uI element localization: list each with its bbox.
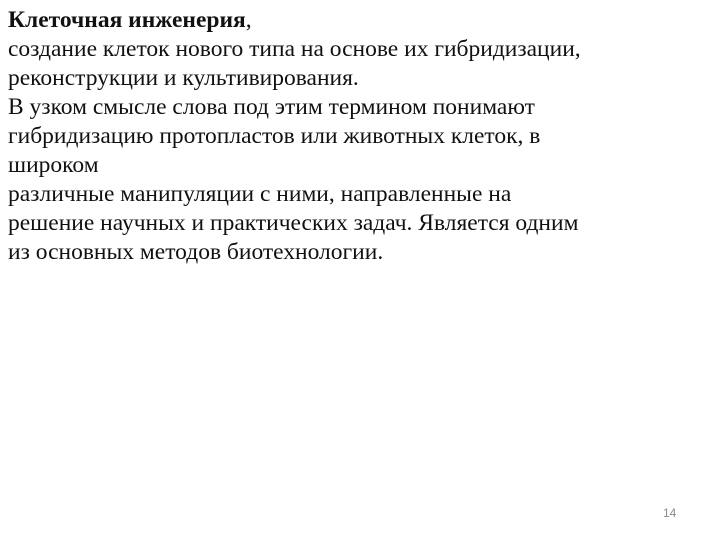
term-heading: Клеточная инженерия: [8, 7, 246, 33]
text-line: В узком смысле слова под этим термином понимают: [8, 94, 535, 120]
term-heading-comma: ,: [245, 7, 252, 33]
title-line: [8, 6, 714, 35]
page-number: 14: [663, 506, 677, 520]
text-line: создание клеток нового типа на основе их гибридизации,: [8, 36, 581, 62]
slide-text: [8, 6, 714, 267]
text-line: гибридизацию протопластов или животных клеток, в: [8, 123, 541, 149]
text-line: реконструкции и культивирования.: [8, 65, 359, 91]
text-line: широком: [8, 152, 99, 178]
text-line: решение научных и практических задач. Является одним: [8, 210, 579, 236]
text-line: из основных методов биотехнологии.: [8, 239, 384, 265]
text-line: различные манипуляции с ними, направленные на: [8, 181, 512, 207]
